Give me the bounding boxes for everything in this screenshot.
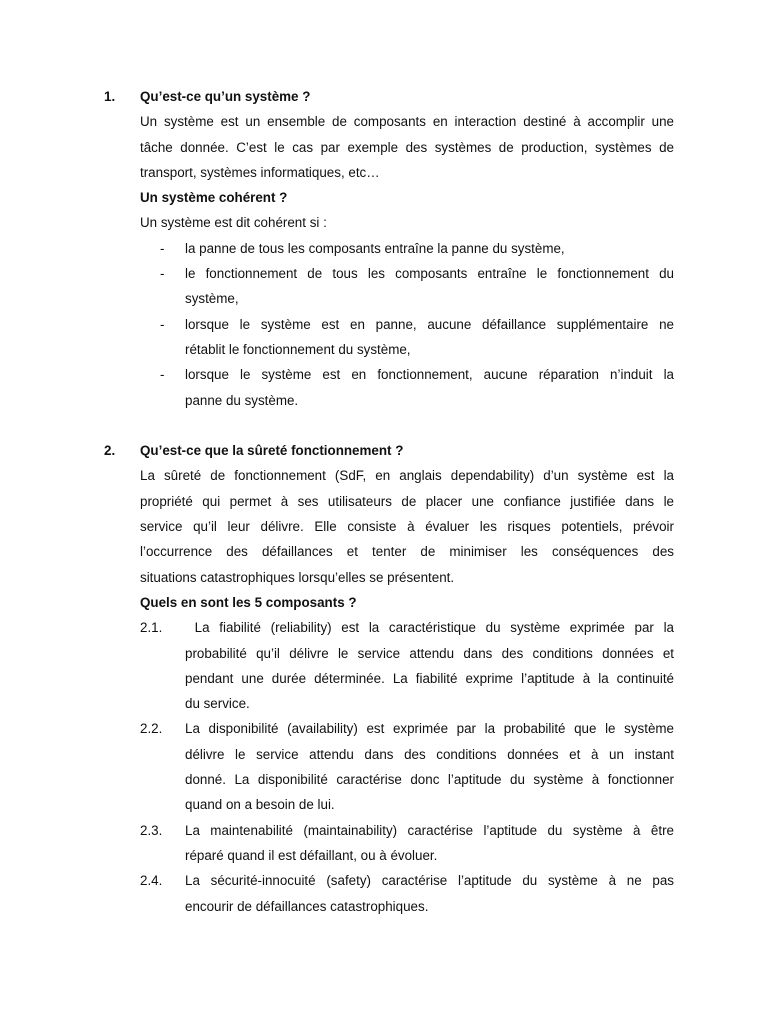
section-heading: Qu’est-ce qu’un système ?: [140, 89, 311, 104]
document-page: [0, 84, 768, 919]
item-text: délivre le service attendu dans des conditions données et à un instant: [185, 746, 674, 762]
item-number: 2.2.: [140, 721, 163, 737]
item-text: pendant une durée déterminée. La fiabilité exprime l’aptitude à la continuité: [185, 670, 674, 686]
bullet-text: lorsque le système est en fonctionnement, aucune réparation n’induit la: [185, 367, 674, 383]
paragraph-text: situations catastrophiques lorsqu’elles se présentent.: [140, 569, 455, 585]
item-number: 2.4.: [140, 873, 163, 889]
item-text: quand on a besoin de lui.: [185, 797, 335, 813]
item-text: donné. La disponibilité caractérise donc l’aptitude du système à fonctionner: [185, 772, 674, 788]
bullet-text: le fonctionnement de tous les composants entraîne le fonctionnement du: [185, 266, 674, 282]
paragraph-line: [0, 210, 768, 235]
paragraph-text: propriété qui permet à ses utilisateurs de placer une confiance justifiée dans le: [140, 493, 674, 509]
paragraph-line: [0, 135, 768, 160]
item-text: du service.: [185, 696, 250, 712]
paragraph-line: [0, 109, 768, 134]
item-continuation: [0, 767, 768, 792]
bullet-continuation: [0, 388, 768, 413]
section-heading: Qu’est-ce que la sûreté fonctionnement ?: [140, 443, 404, 459]
bullet-marker: -: [160, 316, 165, 332]
item-text: La sécurité-innocuité (safety) caractérise l’aptitude du système à ne pas: [185, 873, 674, 889]
definition-text: Un système est dit cohérent si :: [140, 215, 327, 231]
bullet-continuation: [0, 286, 768, 311]
paragraph-line: [0, 463, 768, 488]
item-continuation: [0, 894, 768, 919]
bullet-text: rétablit le fonctionnement du système,: [185, 341, 411, 357]
item-continuation: [0, 742, 768, 767]
item-continuation: [0, 792, 768, 817]
paragraph-line: [0, 539, 768, 564]
item-text: La maintenabilité (maintainability) caractérise l’aptitude du système à être: [185, 822, 674, 838]
paragraph-text: transport, systèmes informatiques, etc…: [140, 164, 380, 180]
bullet-item: [0, 362, 768, 387]
numbered-item: [0, 818, 768, 843]
numbered-item: [0, 868, 768, 893]
section-2-heading-line: [0, 438, 768, 463]
paragraph-text: La sûreté de fonctionnement (SdF, en anglais dependability) d’un système est la: [140, 468, 674, 484]
bullet-item: [0, 312, 768, 337]
item-number: 2.1.: [140, 620, 163, 636]
item-text: encourir de défaillances catastrophiques.: [185, 898, 429, 914]
item-continuation: [0, 843, 768, 868]
bullet-text: lorsque le système est en panne, aucune défaillance supplémentaire ne: [185, 316, 674, 332]
item-continuation: [0, 666, 768, 691]
paragraph-line: [0, 514, 768, 539]
paragraph-text: l’occurrence des défaillances et tenter de minimiser les conséquences des: [140, 544, 674, 560]
paragraph-text: service qu’il leur délivre. Elle consiste à évaluer les risques potentiels, prévoir: [140, 519, 674, 535]
paragraph-line: [0, 160, 768, 185]
item-number: 2.3.: [140, 822, 163, 838]
paragraph-line: [0, 489, 768, 514]
bullet-continuation: [0, 337, 768, 362]
bullet-marker: -: [160, 367, 165, 383]
item-continuation: [0, 691, 768, 716]
paragraph-text: tâche donnée. C’est le cas par exemple des systèmes de production, systèmes de: [140, 139, 674, 155]
item-text: réparé quand il est défaillant, ou à évoluer.: [185, 847, 438, 863]
item-text: La disponibilité (availability) est exprimée par la probabilité que le système: [185, 721, 674, 737]
subheading: Quels en sont les 5 composants ?: [140, 594, 357, 610]
bullet-text: système,: [185, 291, 239, 307]
paragraph-line: [0, 565, 768, 590]
paragraph-text: Un système est un ensemble de composants en interaction destiné à accomplir une: [140, 114, 674, 130]
section-1-heading-line: [0, 84, 768, 109]
item-continuation: [0, 641, 768, 666]
bullet-text: panne du système.: [185, 392, 299, 408]
bullet-text: la panne de tous les composants entraîne la panne du système,: [185, 240, 565, 256]
section-gap: [0, 413, 768, 438]
section-number: 1.: [104, 89, 116, 104]
subheading-line: [0, 590, 768, 615]
item-text: La fiabilité (reliability) est la caractéristique du système exprimée par la: [185, 620, 674, 636]
section-number: 2.: [104, 443, 116, 459]
bullet-marker: -: [160, 266, 165, 282]
bullet-item: [0, 261, 768, 286]
item-text: probabilité qu’il délivre le service attendu dans des conditions données et: [185, 645, 674, 661]
bullet-marker: -: [160, 240, 165, 256]
numbered-item: [0, 615, 768, 640]
subheading: Un système cohérent ?: [140, 190, 288, 206]
bullet-item: [0, 236, 768, 261]
subheading-line: [0, 185, 768, 210]
numbered-item: [0, 716, 768, 741]
